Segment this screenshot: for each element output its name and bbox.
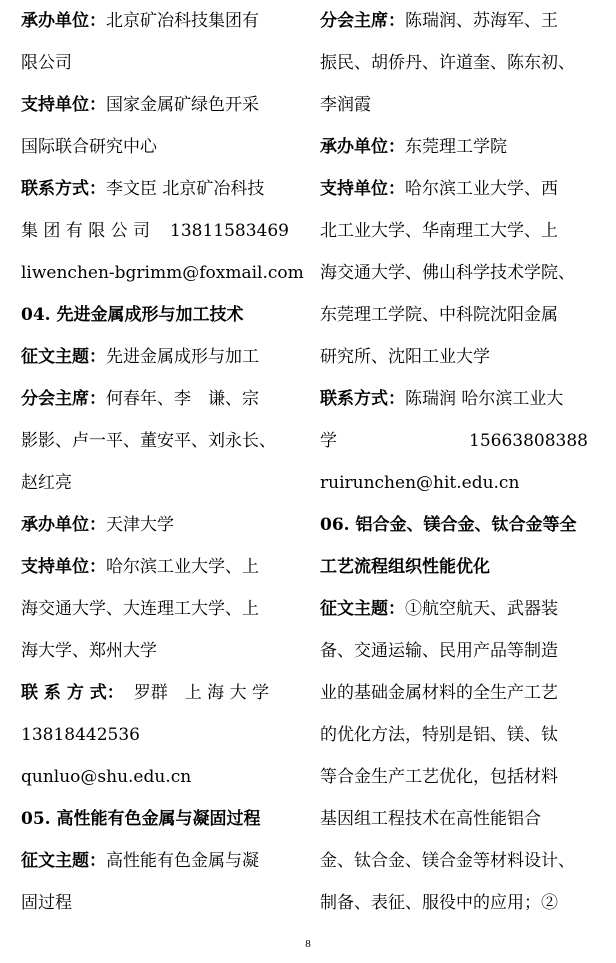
spacer <box>124 672 134 714</box>
field-text: 海大学、郑州大学 <box>21 641 157 661</box>
right-column <box>320 0 588 924</box>
field-text: 国际联合研究中心 <box>21 137 157 157</box>
field-text: 基因组工程技术在高性能铝合 <box>320 809 541 829</box>
line <box>21 504 289 546</box>
field-text: 高性能有色金属与凝 <box>106 851 259 871</box>
field-text: 哈尔滨工业大学、西 <box>405 179 558 199</box>
field-text: 海交通大学、佛山科学技术学院、 <box>320 263 575 283</box>
line <box>320 462 588 504</box>
line <box>320 420 588 462</box>
field-label: 支持单位： <box>320 179 405 199</box>
section-heading <box>21 798 289 840</box>
field-label: 联系方式： <box>21 179 106 199</box>
line <box>21 420 289 462</box>
line <box>320 714 588 756</box>
line <box>320 840 588 882</box>
field-label: 征文主题： <box>21 851 106 871</box>
line <box>320 756 588 798</box>
heading-text: 04. 先进金属成形与加工技术 <box>21 305 244 325</box>
field-text: 限公司 <box>21 53 72 73</box>
field-text: 备、交通运输、民用产品等制造 <box>320 641 558 661</box>
line <box>320 168 588 210</box>
email-address: ruirunchen@hit.edu.cn <box>320 473 520 493</box>
line <box>21 0 289 42</box>
field-label: 支持单位： <box>21 557 106 577</box>
line <box>320 42 588 84</box>
line <box>320 126 588 168</box>
field-text: 振民、胡侨丹、许道奎、陈东初、 <box>320 53 575 73</box>
line <box>320 252 588 294</box>
field-label: 征文主题： <box>320 599 405 619</box>
line <box>320 672 588 714</box>
field-label: 征文主题： <box>21 347 106 367</box>
field-text: 何春年、李 谦、宗 <box>106 389 259 409</box>
line <box>320 210 588 252</box>
heading-text: 工艺流程组织性能优化 <box>320 557 490 577</box>
field-text: 陈瑞润 哈尔滨工业大 <box>405 389 564 409</box>
phone-number: 13818442536 <box>21 725 140 745</box>
line <box>21 756 289 798</box>
field-label: 支持单位： <box>21 95 106 115</box>
heading-text: 06. 铝合金、镁合金、钛合金等全 <box>320 515 577 535</box>
email-address: qunluo@shu.edu.cn <box>21 767 192 787</box>
line <box>21 462 289 504</box>
line <box>320 84 588 126</box>
line <box>21 882 289 924</box>
section-heading <box>320 504 588 546</box>
section-heading-continued <box>320 546 588 588</box>
heading-text: 05. 高性能有色金属与凝固过程 <box>21 809 261 829</box>
field-text: 海交通大学、大连理工大学、上 <box>21 599 259 619</box>
line <box>320 336 588 378</box>
field-text: 李文臣 北京矿冶科技 <box>106 179 265 199</box>
line <box>21 42 289 84</box>
field-text: 北京矿冶科技集团有 <box>106 11 259 31</box>
field-label: 承办单位： <box>320 137 405 157</box>
line <box>320 294 588 336</box>
field-text: 罗群 上 海 大 学 <box>133 683 269 703</box>
line <box>320 378 588 420</box>
line <box>21 672 289 714</box>
section-heading <box>21 294 289 336</box>
line <box>21 714 289 756</box>
field-text: 北工业大学、华南理工大学、上 <box>320 221 558 241</box>
field-text: 李润霞 <box>320 95 371 115</box>
field-text: ①航空航天、武器装 <box>405 599 558 619</box>
field-text: 哈尔滨工业大学、上 <box>106 557 259 577</box>
field-text: 的优化方法，特别是铝、镁、钛 <box>320 725 558 745</box>
field-label: 联 系 方 式： <box>21 683 124 703</box>
left-column <box>21 0 304 924</box>
line <box>21 630 289 672</box>
line <box>21 546 289 588</box>
field-text: 天津大学 <box>106 515 174 535</box>
line <box>21 210 289 252</box>
field-text: 研究所、沈阳工业大学 <box>320 347 490 367</box>
page-number: 8 <box>305 938 311 950</box>
field-text: 影影、卢一平、董安平、刘永长、 <box>21 431 276 451</box>
line <box>320 588 588 630</box>
field-label: 分会主席： <box>320 11 405 31</box>
field-text: 金、钛合金、镁合金等材料设计、 <box>320 851 575 871</box>
field-label: 承办单位： <box>21 515 106 535</box>
field-text: 等合金生产工艺优化，包括材料 <box>320 767 558 787</box>
line <box>320 630 588 672</box>
phone-number: 15663808388 <box>469 431 588 451</box>
line <box>21 252 304 294</box>
field-text: 赵红亮 <box>21 473 72 493</box>
field-text: 固过程 <box>21 893 72 913</box>
field-text: 东莞理工学院、中科院沈阳金属 <box>320 305 558 325</box>
field-text: 陈瑞润、苏海军、王 <box>405 11 558 31</box>
field-text: 集 团 有 限 公 司 <box>21 221 151 241</box>
field-text: 学 <box>320 431 337 451</box>
field-label: 分会主席： <box>21 389 106 409</box>
field-text: 业的基础金属材料的全生产工艺 <box>320 683 558 703</box>
line <box>21 168 289 210</box>
field-text: 国家金属矿绿色开采 <box>106 95 259 115</box>
phone-number: 13811583469 <box>170 221 289 241</box>
field-label: 承办单位： <box>21 11 106 31</box>
field-text: 制备、表征、服役中的应用；② <box>320 893 558 913</box>
line <box>21 378 289 420</box>
line <box>21 840 289 882</box>
field-text: 东莞理工学院 <box>405 137 507 157</box>
field-text: 先进金属成形与加工 <box>106 347 259 367</box>
email-address: liwenchen-bgrimm@foxmail.com <box>21 263 304 283</box>
line <box>21 588 289 630</box>
line <box>320 882 588 924</box>
line <box>21 336 289 378</box>
line <box>21 126 289 168</box>
line <box>21 84 289 126</box>
line <box>320 0 588 42</box>
line <box>320 798 588 840</box>
field-label: 联系方式： <box>320 389 405 409</box>
